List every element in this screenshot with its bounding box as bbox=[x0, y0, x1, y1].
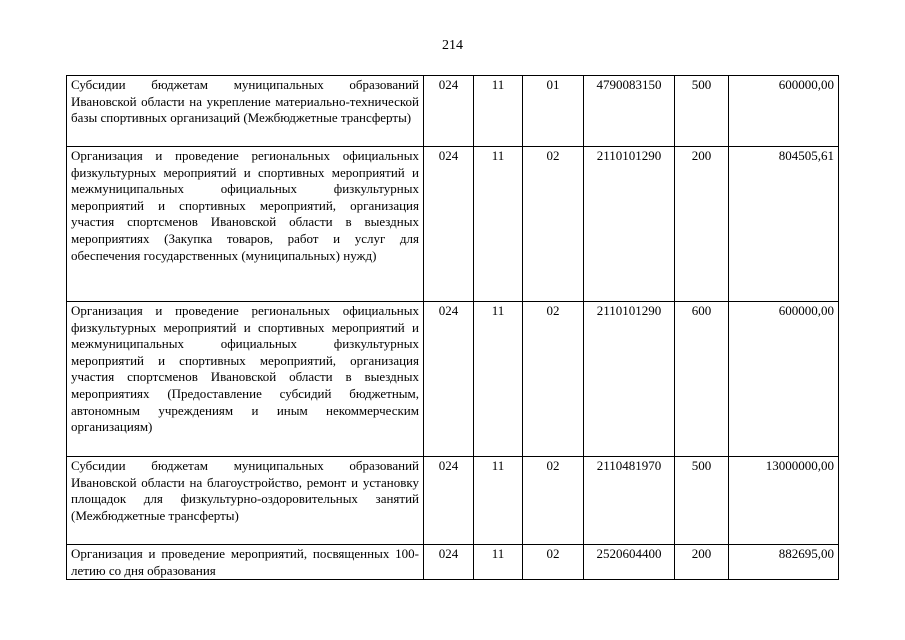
row-target-article: 2110101290 bbox=[584, 147, 675, 302]
row-gov-code: 024 bbox=[424, 457, 474, 545]
row-expense-type: 500 bbox=[675, 76, 729, 147]
row-gov-code: 024 bbox=[424, 545, 474, 580]
row-target-article: 2520604400 bbox=[584, 545, 675, 580]
table-row bbox=[67, 302, 839, 457]
row-subsection: 02 bbox=[523, 147, 584, 302]
row-target-article: 2110101290 bbox=[584, 302, 675, 457]
row-subsection: 01 bbox=[523, 76, 584, 147]
row-subsection: 02 bbox=[523, 302, 584, 457]
row-description: Организация и проведение региональных официальных физкультурных мероприятий и спортивных мероприятий и межмуниципальных официальных физкультурных мероприятий и спортивных мероприятий, организация участия спортсменов Ивановской области в выездных мероприятиях (Предоставление субсидий бюджетным, автономным учреждениям и иным некоммерческим организациям) bbox=[67, 302, 424, 457]
table-row bbox=[67, 457, 839, 545]
row-expense-type: 600 bbox=[675, 302, 729, 457]
row-subsection: 02 bbox=[523, 457, 584, 545]
row-section: 11 bbox=[474, 302, 523, 457]
row-expense-type: 200 bbox=[675, 545, 729, 580]
table-row bbox=[67, 76, 839, 147]
row-description: Организация и проведение мероприятий, посвященных 100-летию со дня образования bbox=[67, 545, 424, 580]
row-target-article: 2110481970 bbox=[584, 457, 675, 545]
page-number: 214 bbox=[442, 38, 463, 53]
row-description: Субсидии бюджетам муниципальных образований Ивановской области на укрепление материально-технической базы спортивных организаций (Межбюджетные трансферты) bbox=[67, 76, 424, 147]
row-amount: 13000000,00 bbox=[729, 457, 839, 545]
row-subsection: 02 bbox=[523, 545, 584, 580]
row-gov-code: 024 bbox=[424, 76, 474, 147]
row-expense-type: 200 bbox=[675, 147, 729, 302]
row-amount: 600000,00 bbox=[729, 302, 839, 457]
table-row bbox=[67, 545, 839, 580]
row-section: 11 bbox=[474, 76, 523, 147]
row-amount: 882695,00 bbox=[729, 545, 839, 580]
row-expense-type: 500 bbox=[675, 457, 729, 545]
row-description: Субсидии бюджетам муниципальных образований Ивановской области на благоустройство, ремонт и установку площадок для физкультурно-оздоровительных занятий (Межбюджетные трансферты) bbox=[67, 457, 424, 545]
row-section: 11 bbox=[474, 457, 523, 545]
table-row bbox=[67, 147, 839, 302]
row-gov-code: 024 bbox=[424, 302, 474, 457]
row-amount: 600000,00 bbox=[729, 76, 839, 147]
row-target-article: 4790083150 bbox=[584, 76, 675, 147]
budget-table bbox=[66, 75, 839, 580]
row-section: 11 bbox=[474, 545, 523, 580]
row-amount: 804505,61 bbox=[729, 147, 839, 302]
row-description: Организация и проведение региональных официальных физкультурных мероприятий и спортивных мероприятий и межмуниципальных официальных физкультурных мероприятий и спортивных мероприятий, организация участия спортсменов Ивановской области в выездных мероприятиях (Закупка товаров, работ и услуг для обеспечения государственных (муниципальных) нужд) bbox=[67, 147, 424, 302]
row-gov-code: 024 bbox=[424, 147, 474, 302]
row-section: 11 bbox=[474, 147, 523, 302]
